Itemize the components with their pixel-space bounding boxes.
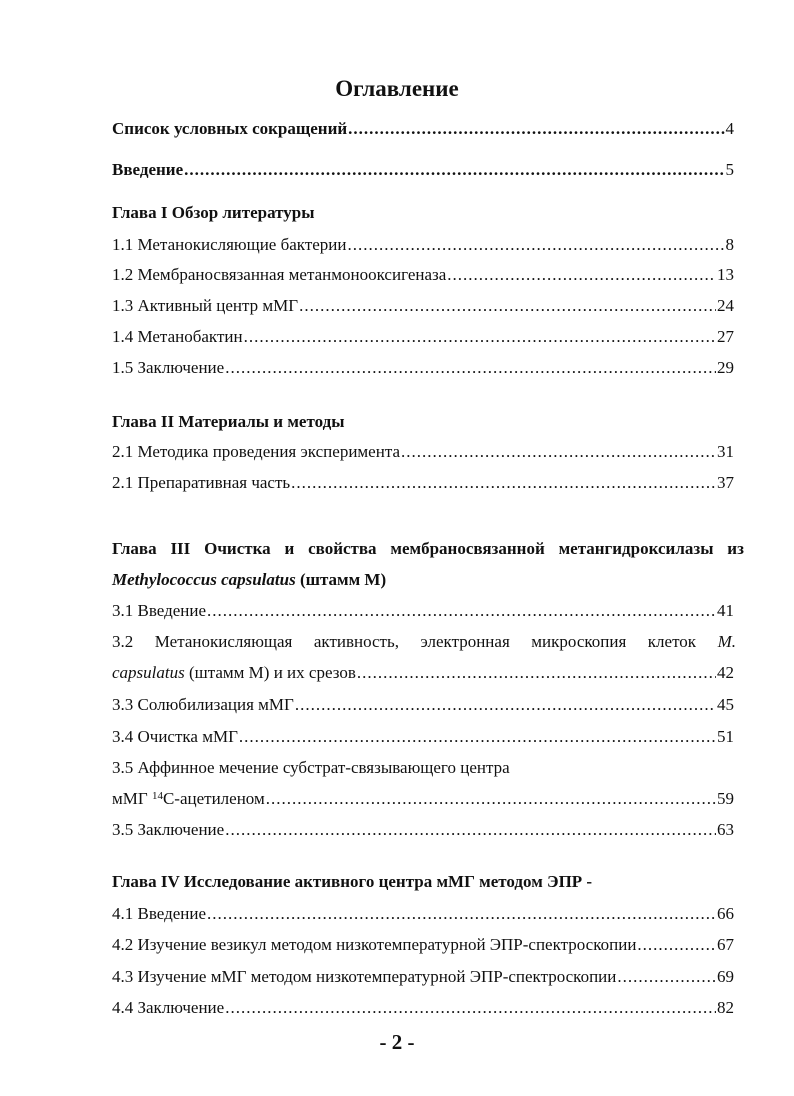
toc-entry-page: 27 <box>717 327 734 346</box>
dot-leader <box>617 966 716 988</box>
toc-entry-label: 4.4 Заключение <box>112 998 225 1017</box>
toc-entry-page: 29 <box>717 358 734 377</box>
toc-entry-label: 4.1 Введение <box>112 904 207 923</box>
toc-entry-page: 59 <box>717 789 734 808</box>
toc-entry-introduction[interactable] <box>112 159 734 181</box>
dot-leader <box>291 472 716 494</box>
toc-entry[interactable] <box>112 441 734 463</box>
entry-word: M. <box>717 632 736 651</box>
toc-entry-label: 3.1 Введение <box>112 601 207 620</box>
toc-entry-label <box>112 662 356 684</box>
chapter-3-heading-line2 <box>112 569 752 591</box>
toc-entry[interactable] <box>112 819 734 841</box>
toc-entry-label: 1.2 Мембраносвязанная метанмонооксигеназа <box>112 265 447 284</box>
entry-tail: (штамм М) и их срезов <box>184 663 356 682</box>
toc-entry-page: 82 <box>717 998 734 1017</box>
toc-entry-page: 42 <box>717 663 734 682</box>
species-name: capsulatus <box>112 663 185 682</box>
heading-word: метангидроксилазы <box>558 539 714 558</box>
toc-entry[interactable] <box>112 264 734 286</box>
toc-entry-page: 5 <box>725 160 734 179</box>
toc-entry-page: 37 <box>717 473 734 492</box>
toc-entry-page: 66 <box>717 904 734 923</box>
dot-leader <box>184 159 724 181</box>
page-title: Оглавление <box>335 76 459 101</box>
toc-entry-3-2-line1[interactable] <box>112 631 736 653</box>
toc-entry-label: 3.5 Заключение <box>112 820 225 839</box>
label-part: С-ацетиленом <box>162 789 265 808</box>
toc-entry-page: 13 <box>717 265 734 284</box>
heading-tail: (штамм М) <box>295 570 387 589</box>
heading-word: и <box>284 539 295 558</box>
entry-word: микроскопия <box>531 632 627 651</box>
dot-leader <box>239 726 716 748</box>
toc-entry[interactable] <box>112 694 734 716</box>
toc-entry-label: 1.3 Активный центр мМГ <box>112 296 299 315</box>
toc-entry-page: 69 <box>717 967 734 986</box>
toc-entry-page: 41 <box>717 601 734 620</box>
toc-entry[interactable] <box>112 295 734 317</box>
toc-entry[interactable] <box>112 966 734 988</box>
dot-leader <box>348 118 724 140</box>
toc-entry-page: 67 <box>717 935 734 954</box>
entry-word: электронная <box>420 632 510 651</box>
toc-entry-label: 2.1 Препаративная часть <box>112 473 291 492</box>
dot-leader <box>225 357 716 379</box>
toc-entry-page: 4 <box>725 119 734 138</box>
heading-word: Очистка <box>204 539 271 558</box>
dot-leader <box>244 326 716 348</box>
toc-entry-3-5-line1: 3.5 Аффинное мечение субстрат-связывающего центра <box>112 758 510 777</box>
entry-word: клеток <box>647 632 697 651</box>
toc-entry-label: 4.2 Изучение везикул методом низкотемпературной ЭПР-спектроскопии <box>112 935 637 954</box>
toc-entry-label: 4.3 Изучение мМГ методом низкотемпературной ЭПР-спектроскопии <box>112 967 617 986</box>
toc-entry-label <box>112 788 265 810</box>
entry-word: 3.2 <box>112 632 134 651</box>
chapter-3-heading <box>112 538 744 560</box>
toc-entry-label: 3.3 Солюбилизация мМГ <box>112 695 294 714</box>
toc-entry[interactable] <box>112 357 734 379</box>
dot-leader <box>207 600 716 622</box>
page-number: - 2 - <box>379 1030 415 1054</box>
toc-entry-label: 1.1 Метанокисляющие бактерии <box>112 235 347 254</box>
toc-entry-label: 3.4 Очистка мМГ <box>112 727 238 746</box>
dot-leader <box>225 819 716 841</box>
toc-entry-page: 45 <box>717 695 734 714</box>
chapter-1-heading: Глава I Обзор литературы <box>112 203 315 222</box>
toc-entry-label: 2.1 Методика проведения эксперимента <box>112 442 401 461</box>
toc-entry-3-5-line2[interactable] <box>112 788 734 810</box>
toc-entry-label: 1.5 Заключение <box>112 358 225 377</box>
toc-entry[interactable] <box>112 600 734 622</box>
toc-entry[interactable] <box>112 934 734 956</box>
toc-entry-label: 1.4 Метанобактин <box>112 327 243 346</box>
toc-entry[interactable] <box>112 903 734 925</box>
dot-leader <box>447 264 716 286</box>
isotope-superscript: 14 <box>151 790 163 802</box>
toc-entry-page: 8 <box>725 235 734 254</box>
dot-leader <box>401 441 716 463</box>
toc-entry[interactable] <box>112 726 734 748</box>
entry-word: Метанокисляющая <box>154 632 293 651</box>
toc-entry[interactable] <box>112 472 734 494</box>
toc-entry[interactable] <box>112 326 734 348</box>
dot-leader <box>299 295 716 317</box>
dot-leader <box>295 694 716 716</box>
toc-entry-page: 51 <box>717 727 734 746</box>
toc-entry[interactable] <box>112 997 734 1019</box>
toc-entry-page: 24 <box>717 296 734 315</box>
heading-word: Глава <box>112 539 157 558</box>
toc-entry-page: 63 <box>717 820 734 839</box>
toc-entry-abbreviations[interactable] <box>112 118 734 140</box>
dot-leader <box>225 997 716 1019</box>
heading-word: из <box>727 539 744 558</box>
toc-entry-label: Список условных сокращений <box>112 119 348 138</box>
chapter-4-heading: Глава IV Исследование активного центра мМГ методом ЭПР - <box>112 872 593 891</box>
entry-word: активность, <box>313 632 399 651</box>
toc-entry-page: 31 <box>717 442 734 461</box>
toc-entry[interactable] <box>112 234 734 256</box>
dot-leader <box>266 788 716 810</box>
dot-leader <box>207 903 716 925</box>
heading-word: мембраносвязанной <box>390 539 545 558</box>
chapter-2-heading: Глава II Материалы и методы <box>112 412 345 431</box>
dot-leader <box>348 234 725 256</box>
toc-entry-label: Введение <box>112 160 184 179</box>
dot-leader <box>637 934 716 956</box>
heading-word: свойства <box>308 539 377 558</box>
heading-word: III <box>170 539 191 558</box>
label-part: мМГ <box>112 789 152 808</box>
species-name: Methylococcus capsulatus <box>112 570 296 589</box>
toc-entry-3-2-line2[interactable] <box>112 662 734 684</box>
dot-leader <box>357 662 716 684</box>
